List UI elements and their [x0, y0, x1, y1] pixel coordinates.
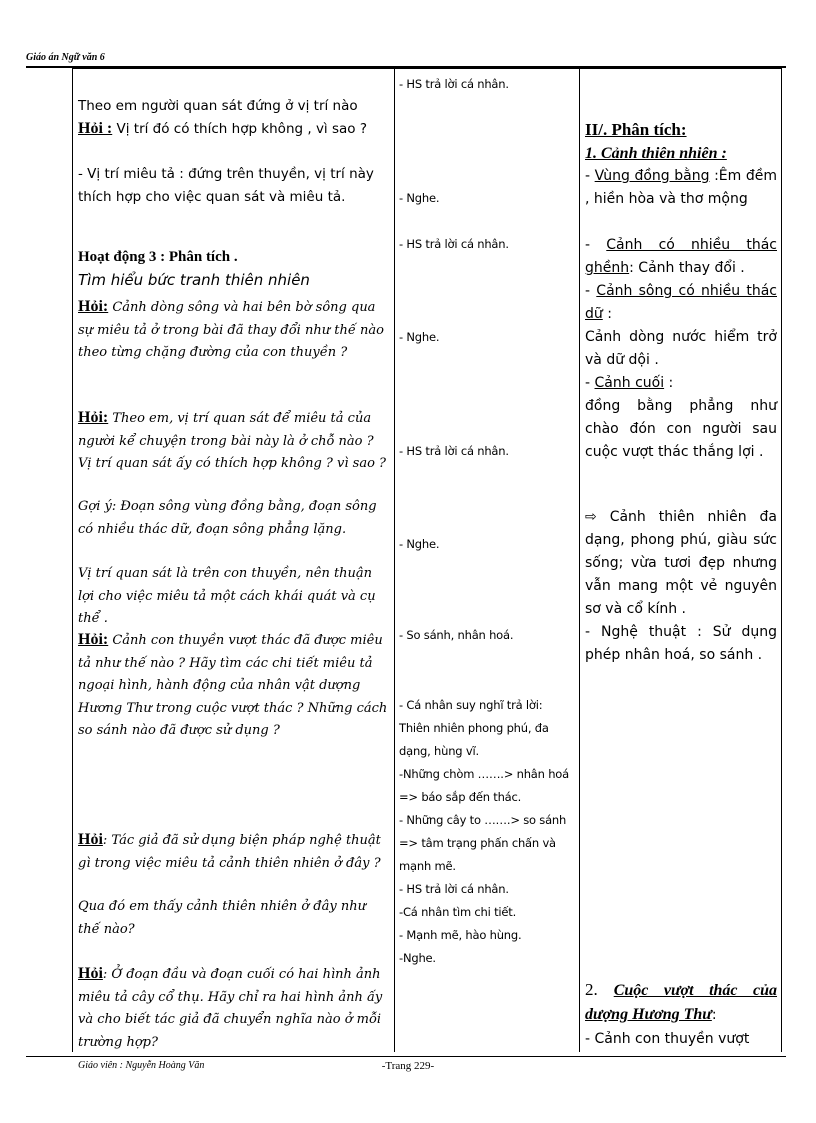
- content-d-desc: đồng bằng phẳng như chào đón con người sau cuộc vượt thác thắng lợi .: [585, 398, 777, 460]
- ask-label: Hỏi:: [78, 631, 109, 648]
- question-intro: Theo em người quan sát đứng ở vị trí nào: [78, 98, 358, 114]
- column-divider-1: [394, 69, 395, 1052]
- student-response: - So sánh, nhân hoá.: [399, 628, 514, 642]
- question-3: Hỏi: Theo em, vị trí quan sát để miêu tả của người kể chuyện trong bài này là ở chỗ nào ? Vị trí quan sát ấy có thích hợp không ? vì sao ?: [78, 409, 387, 471]
- student-response: - Nghe.: [399, 537, 440, 551]
- content-c: - Cảnh sông có nhiều thác dữ :: [585, 283, 777, 322]
- content-d: - Cảnh cuối :: [585, 375, 674, 391]
- ask-label: Hỏi: [78, 965, 103, 982]
- question-2: Hỏi: Cảnh dòng sông và hai bên bờ sông qua sự miêu tả ở trong bài đã thay đổi như thế nào theo từng chặng đường của con thuyền ?: [78, 298, 384, 360]
- question-5b: Qua đó em thấy cảnh thiên nhiên ở đây như thế nào?: [78, 899, 366, 937]
- column-divider-2: [579, 69, 580, 1052]
- section-heading: II/. Phân tích:: [585, 120, 687, 139]
- page-number: -Trang 229-: [381, 1060, 435, 1072]
- hint-2: Vị trí quan sát là trên con thuyền, nên thuận lợi cho việc miêu tả một cách khái quát và cụ thể .: [78, 566, 376, 626]
- ask-label: Hỏi: [78, 831, 103, 848]
- student-column: [399, 69, 571, 1052]
- question-6: Hỏi: Ở đoạn đầu và đoạn cuối có hai hình ảnh miêu tả cây cổ thụ. Hãy chỉ ra hai hình ảnh ấy và cho biết tác giả đã chuyển nghĩa nào ở mỗi trường hợp?: [78, 965, 383, 1050]
- hint-1: Gợi ý: Đoạn sông vùng đồng bằng, đoạn sông có nhiều thác dữ, đoạn sông phẳng lặng.: [78, 499, 377, 537]
- student-response: -Những chòm …….> nhân hoá => báo sắp đến thác.: [399, 767, 569, 804]
- arrow-right-icon: ⇨: [585, 509, 597, 525]
- ask-label: Hỏi:: [78, 298, 109, 315]
- content-a: - Vùng đồng bằng :Êm đềm , hiền hòa và thơ mộng: [585, 168, 777, 207]
- answer-1: - Vị trí miêu tả : đứng trên thuyền, vị trí này thích hợp cho việc quan sát và miêu tả.: [78, 166, 374, 205]
- activity-heading: Hoạt động 3 : Phân tích .: [78, 249, 238, 265]
- student-response: - Nghe.: [399, 330, 440, 344]
- student-response: -Nghe.: [399, 951, 436, 965]
- student-response: - HS trả lời cá nhân.: [399, 444, 509, 458]
- teacher-name: Giáo viên : Nguyễn Hoàng Văn: [78, 1060, 205, 1071]
- question-5: Hỏi: Tác giả đã sử dụng biện pháp nghệ thuật gì trong việc miêu tả cảnh thiên nhiên ở đây ?: [78, 831, 381, 871]
- student-response: - HS trả lời cá nhân.: [399, 77, 509, 91]
- teacher-column: [78, 69, 390, 1052]
- ask-label: Hỏi:: [78, 409, 109, 426]
- content-last: - Cảnh con thuyền vượt: [585, 1031, 750, 1047]
- ask-label: Hỏi :: [78, 120, 113, 137]
- sub-heading: Tìm hiểu bức tranh thiên nhiên: [78, 271, 310, 289]
- question-1: Hỏi : Vị trí đó có thích hợp không , vì sao ?: [78, 120, 367, 137]
- student-response: - Mạnh mẽ, hào hùng.: [399, 928, 522, 942]
- page-header: Giáo án Ngữ văn 6: [26, 52, 105, 63]
- student-response: -Cá nhân tìm chi tiết.: [399, 905, 517, 919]
- student-response: - Những cây to …….> so sánh => tâm trạng phấn chấn và mạnh mẽ.: [399, 813, 567, 873]
- sub-heading-2: 2. Cuộc vượt thác của dượng Hương Thư:: [585, 980, 778, 1023]
- student-response: - Nghe.: [399, 191, 440, 205]
- content-c-desc: Cảnh dòng nước hiểm trở và dữ dội .: [585, 329, 777, 368]
- content-column: [585, 69, 777, 1052]
- conclusion: ⇨ Cảnh thiên nhiên đa dạng, phong phú, giàu sức sống; vừa tươi đẹp nhưng vẫn mang một vẻ nguyên sơ và cổ kính .: [585, 509, 777, 617]
- footer-divider: [26, 1056, 786, 1057]
- student-response: - Cá nhân suy nghĩ trả lời: Thiên nhiên phong phú, đa dạng, hùng vĩ.: [399, 698, 549, 758]
- student-response: - HS trả lời cá nhân.: [399, 237, 509, 251]
- question-4: Hỏi: Cảnh con thuyền vượt thác đã được miêu tả như thế nào ? Hãy tìm các chi tiết miêu tả ngoại hình, hành động của nhân vật dượng Hương Thư trong cuộc vượt thác ? Những cách so sánh nào đã được sử dụng ?: [78, 631, 388, 738]
- lesson-table: [72, 68, 782, 1052]
- content-b: - Cảnh có nhiều thác ghềnh: Cảnh thay đổi .: [585, 237, 777, 276]
- student-response: - HS trả lời cá nhân.: [399, 882, 509, 896]
- sub-heading-1: 1. Cảnh thiên nhiên :: [585, 145, 727, 162]
- art-note: - Nghệ thuật : Sử dụng phép nhân hoá, so sánh .: [585, 624, 777, 663]
